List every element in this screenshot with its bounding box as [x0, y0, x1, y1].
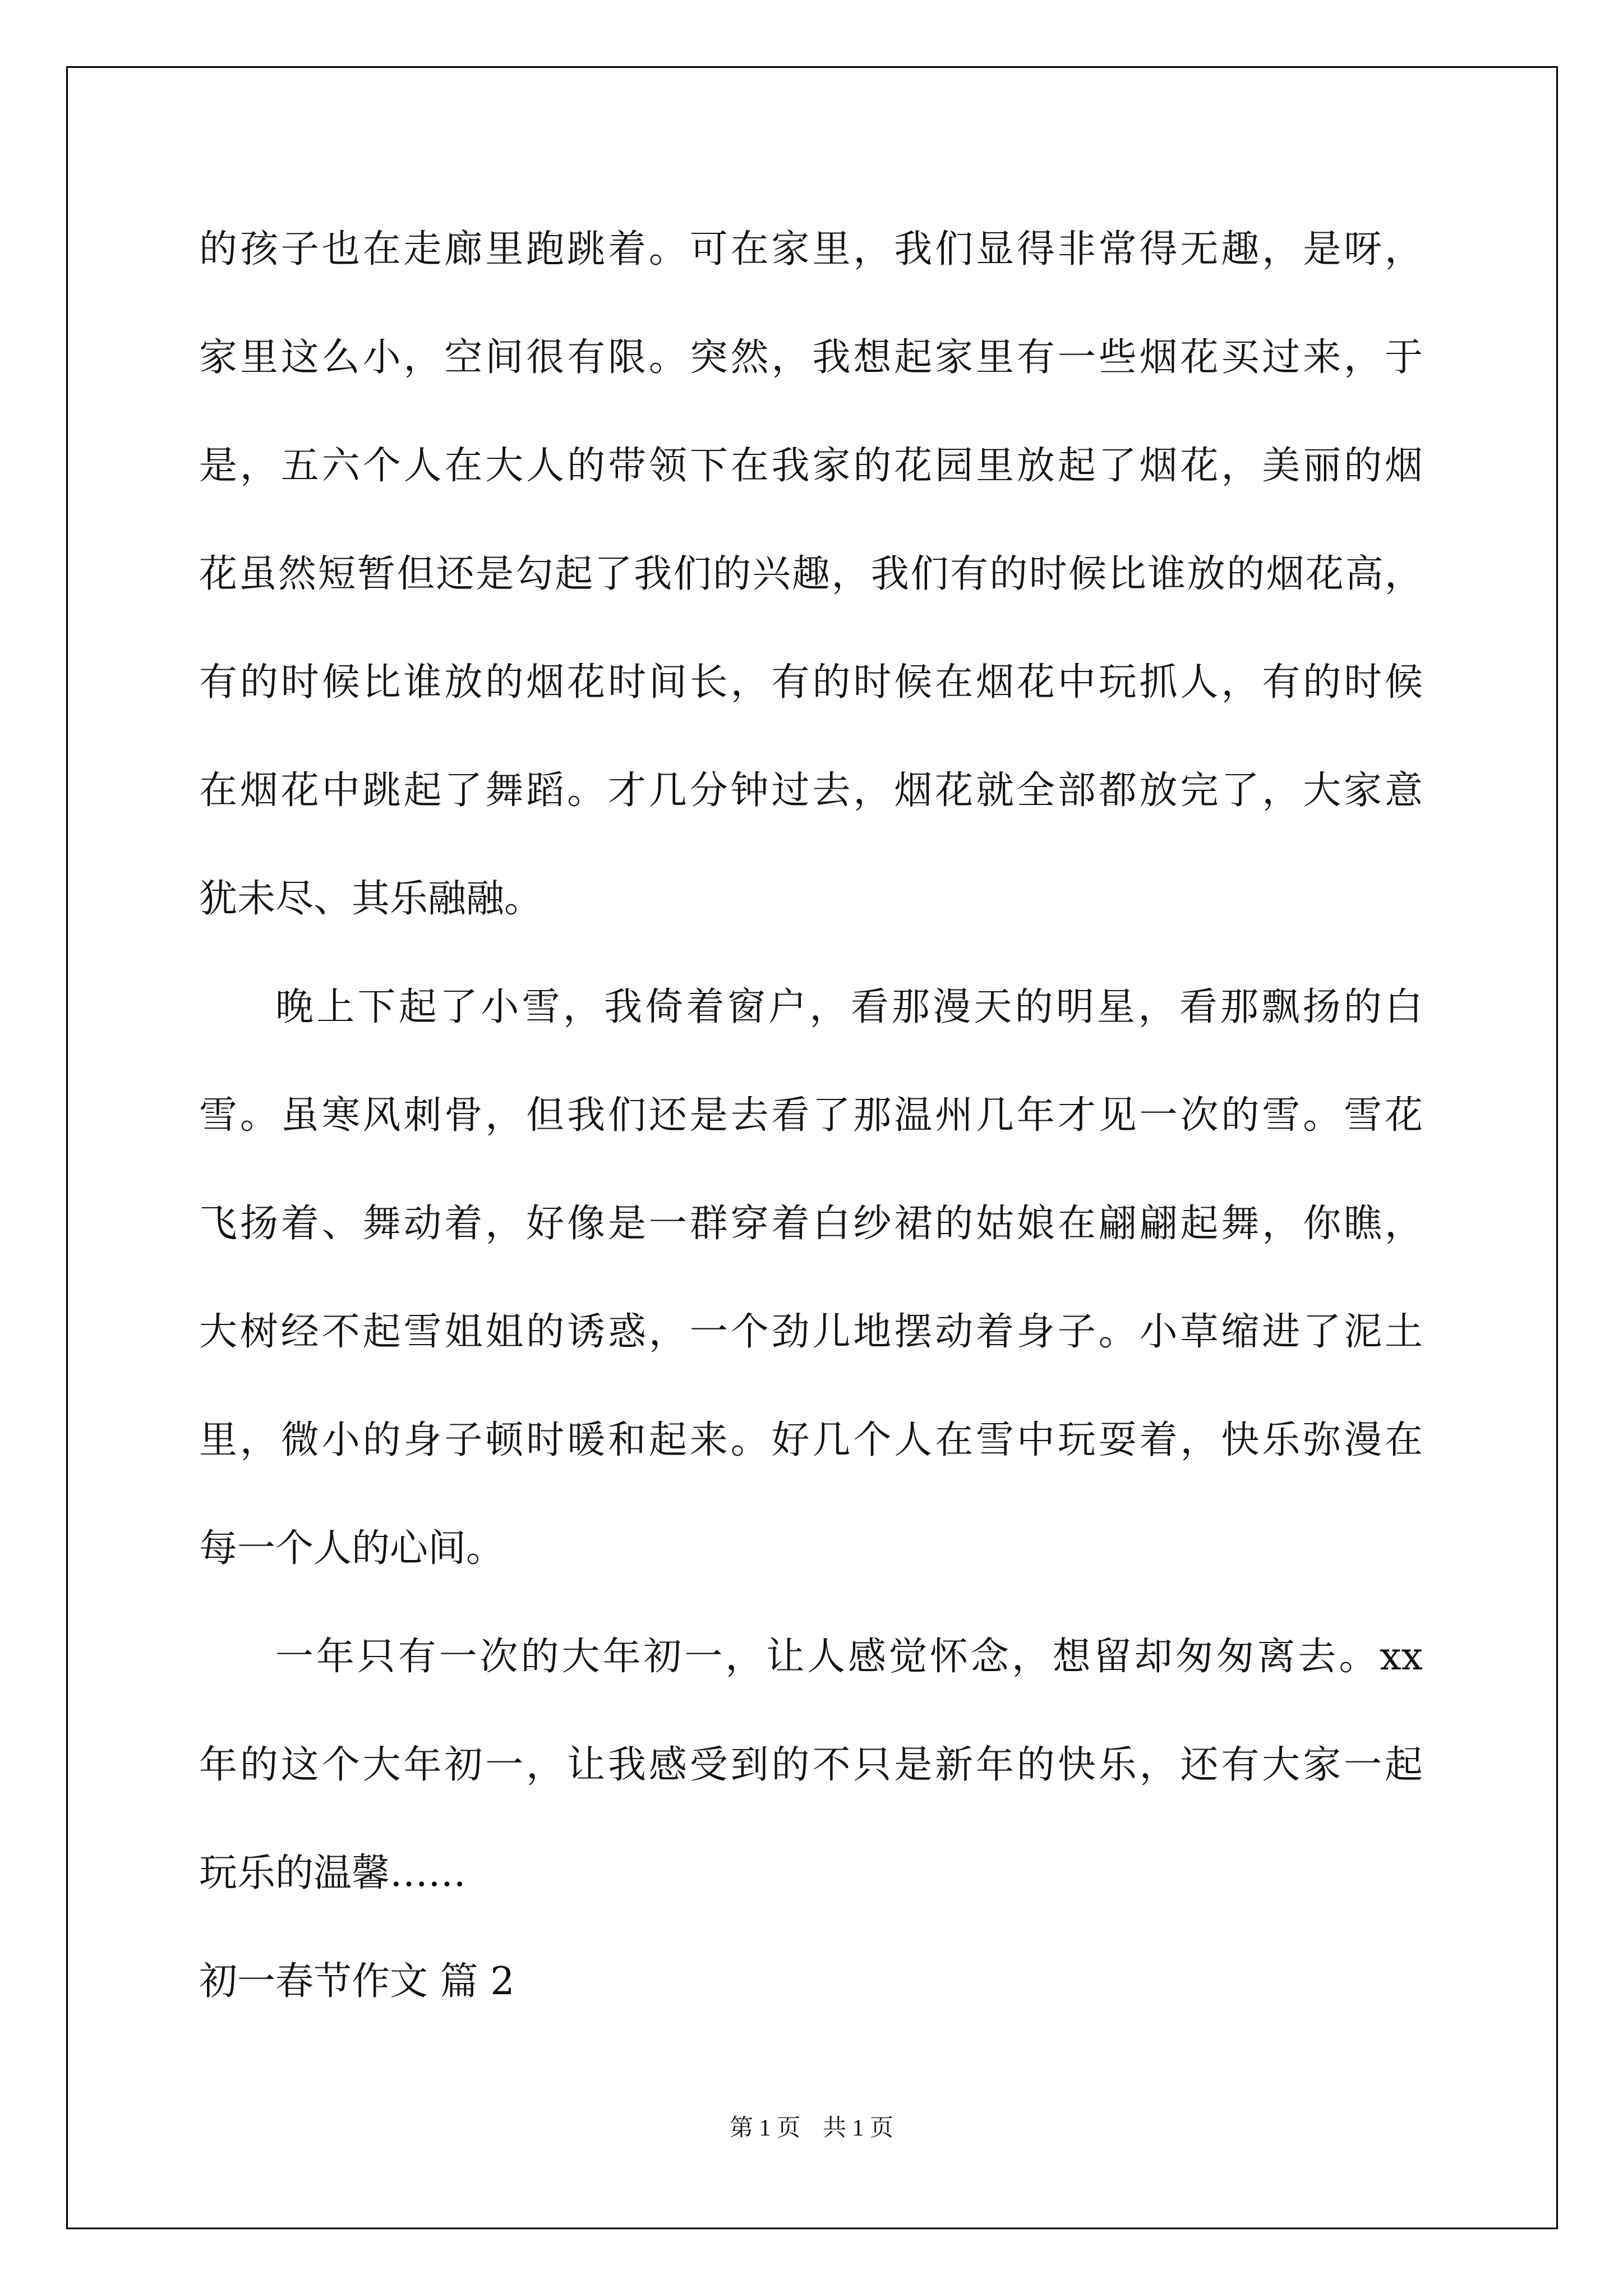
- paragraph-1: [199, 195, 1423, 953]
- text-line: 有的时候比谁放的烟花时间长，有的时候在烟花中玩抓人，有的时候: [199, 660, 1423, 705]
- text-line: 花虽然短暂但还是勾起了我们的兴趣，我们有的时候比谁放的烟花高，: [199, 552, 1423, 596]
- text-line: 犹未尽、其乐融融。: [199, 877, 543, 921]
- text-line: 在烟花中跳起了舞蹈。才几分钟过去，烟花就全部都放完了，大家意: [199, 769, 1423, 813]
- page-footer: [0, 2109, 1623, 2143]
- page-number: 第 1 页: [729, 2115, 800, 2141]
- page-total: 共 1 页: [823, 2115, 894, 2141]
- text-line: 每一个人的心间。: [199, 1526, 505, 1571]
- paragraph-2: [199, 953, 1423, 1603]
- text-line: 的孩子也在走廊里跑跳着。可在家里，我们显得非常得无趣，是呀，: [199, 227, 1423, 272]
- text-line: 晚上下起了小雪，我倚着窗户，看那漫天的明星，看那飘扬的白: [275, 985, 1423, 1029]
- text-line: 大树经不起雪姐姐的诱惑，一个劲儿地摆动着身子。小草缩进了泥土: [199, 1310, 1423, 1354]
- paragraph-3: [199, 1603, 1423, 1927]
- text-line: 雪。虽寒风刺骨，但我们还是去看了那温州几年才见一次的雪。雪花: [199, 1093, 1423, 1138]
- text-line: 家里这么小，空间很有限。突然，我想起家里有一些烟花买过来，于: [199, 335, 1423, 380]
- text-line: 是，五六个人在大人的带领下在我家的花园里放起了烟花，美丽的烟: [199, 444, 1423, 488]
- text-line: 年的这个大年初一，让我感受到的不只是新年的快乐，还有大家一起: [199, 1743, 1423, 1787]
- text-line: 玩乐的温馨……: [199, 1851, 467, 1895]
- document-body: [199, 195, 1423, 2036]
- text-line: 里，微小的身子顿时暖和起来。好几个人在雪中玩耍着，快乐弥漫在: [199, 1418, 1423, 1462]
- text-line: 飞扬着、舞动着，好像是一群穿着白纱裙的姑娘在翩翩起舞，你瞧，: [199, 1202, 1423, 1246]
- text-line: 一年只有一次的大年初一，让人感觉怀念，想留却匆匆离去。xx: [275, 1635, 1423, 1679]
- section-heading: 初一春节作文 篇 2: [199, 1959, 515, 2004]
